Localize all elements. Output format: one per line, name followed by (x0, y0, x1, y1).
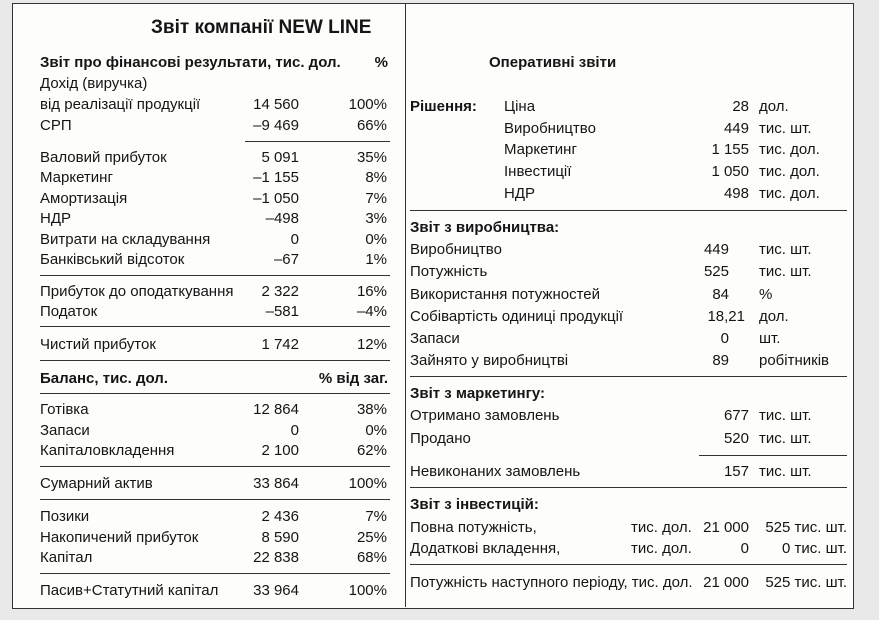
production-row-label: Виробництво (410, 241, 502, 258)
production-row-value: 89 (712, 352, 729, 369)
investment-next-label: Потужність наступного періоду, тис. дол. (410, 574, 693, 591)
fin-row-label: Банківський відсоток (40, 251, 185, 268)
production-header: Звіт з виробництва: (410, 219, 560, 236)
balance-divider-1 (40, 393, 390, 394)
marketing-row-unit: тис. шт. (759, 430, 812, 447)
balance-row-value: 0 (290, 422, 299, 439)
production-row-value: 449 (703, 241, 729, 258)
fin-cogs-value: –9 469 (253, 117, 299, 134)
fin-divider-3 (40, 326, 390, 327)
fin-revenue-pct: 100% (348, 96, 387, 113)
decision-label: Виробництво (504, 120, 596, 137)
decision-unit: тис. дол. (759, 185, 820, 202)
balance-row-pct: 100% (348, 475, 387, 492)
fin-row-label: Маркетинг (40, 169, 113, 186)
balance-row-label: Запаси (40, 422, 90, 439)
investment-row-value2: 525 тис. шт. (765, 519, 847, 536)
fin-row-value: –581 (265, 303, 299, 320)
column-separator (405, 4, 406, 607)
balance-row-value: 22 838 (253, 549, 299, 566)
ops-divider-4 (410, 564, 847, 565)
marketing-sum-divider (699, 455, 847, 456)
fin-row-value: 2 322 (261, 283, 299, 300)
fin-row-pct: 3% (365, 210, 387, 227)
balance-row-pct: 38% (356, 401, 387, 418)
production-row-label: Потужність (410, 263, 488, 280)
decision-label: Інвестиції (504, 163, 572, 180)
fin-row-pct: 16% (356, 283, 387, 300)
balance-row-label: Позики (40, 508, 90, 525)
fin-row-value: –1 155 (253, 169, 299, 186)
marketing-row-value: 157 (723, 463, 749, 480)
balance-row-value: 33 964 (253, 582, 299, 599)
decision-label: Ціна (504, 98, 536, 115)
balance-row-pct: 100% (348, 582, 387, 599)
investment-row-unit: тис. дол. (631, 540, 692, 557)
balance-row-label: Капітал (40, 549, 93, 566)
marketing-row-label: Продано (410, 430, 471, 447)
fin-divider-2 (40, 275, 390, 276)
decision-label: НДР (504, 185, 535, 202)
production-row-unit: тис. шт. (759, 263, 812, 280)
fin-row-value: 1 742 (261, 336, 299, 353)
investment-next-value: 21 000 (703, 574, 749, 591)
balance-row-pct: 62% (356, 442, 387, 459)
production-row-value: 18,21 (707, 308, 745, 325)
ops-divider-3 (410, 487, 847, 488)
production-row-unit: тис. шт. (759, 241, 812, 258)
marketing-row-unit: тис. шт. (759, 463, 812, 480)
production-row-unit: шт. (759, 330, 781, 347)
balance-row-pct: 7% (365, 508, 387, 525)
ops-header: Оперативні звіти (489, 54, 617, 71)
decision-unit: тис. дол. (759, 163, 820, 180)
marketing-row-label: Отримано замовлень (410, 407, 560, 424)
decision-value: 449 (723, 120, 749, 137)
fin-row-pct: 0% (365, 231, 387, 248)
fin-row-label: НДР (40, 210, 71, 227)
fin-row-label: Витрати на складування (40, 231, 211, 248)
decision-unit: тис. шт. (759, 120, 812, 137)
marketing-row-unit: тис. шт. (759, 407, 812, 424)
balance-row-pct: 25% (356, 529, 387, 546)
report-sheet (12, 3, 854, 609)
fin-row-pct: 8% (365, 169, 387, 186)
fin-divider-1 (245, 141, 390, 142)
decision-value: 498 (723, 185, 749, 202)
fin-row-value: –498 (265, 210, 299, 227)
fin-cogs-label: СРП (40, 117, 72, 134)
ops-decisions-label: Рішення: (410, 98, 477, 115)
investment-row-value: 21 000 (703, 519, 749, 536)
balance-row-label: Пасив+Статутний капітал (40, 582, 219, 599)
decision-unit: дол. (759, 98, 789, 115)
decision-label: Маркетинг (504, 141, 577, 158)
marketing-row-value: 520 (723, 430, 749, 447)
fin-row-pct: –4% (356, 303, 387, 320)
production-row-label: Запаси (410, 330, 460, 347)
balance-row-label: Готівка (40, 401, 89, 418)
decision-value: 1 050 (711, 163, 749, 180)
marketing-row-value: 677 (723, 407, 749, 424)
fin-row-pct: 12% (356, 336, 387, 353)
fin-row-value: 5 091 (261, 149, 299, 166)
balance-row-pct: 68% (356, 549, 387, 566)
balance-row-value: 12 864 (253, 401, 299, 418)
investment-header: Звіт з інвестицій: (410, 496, 539, 513)
fin-row-value: –1 050 (253, 190, 299, 207)
investment-row-value: 0 (740, 540, 749, 557)
balance-row-label: Накопичений прибуток (40, 529, 199, 546)
production-row-value: 525 (703, 263, 729, 280)
fin-divider-4 (40, 360, 390, 361)
balance-row-value: 2 436 (261, 508, 299, 525)
fin-row-pct: 1% (365, 251, 387, 268)
investment-row-label: Повна потужність, (410, 519, 537, 536)
production-row-label: Зайнято у виробництві (410, 352, 569, 369)
ops-divider-1 (410, 210, 847, 211)
balance-row-value: 33 864 (253, 475, 299, 492)
production-row-value: 84 (712, 286, 729, 303)
investment-row-value2: 0 тис. шт. (781, 540, 847, 557)
decision-value: 28 (732, 98, 749, 115)
balance-header-pct: % від заг. (318, 370, 388, 387)
balance-row-label: Капіталовкладення (40, 442, 175, 459)
production-row-unit: дол. (759, 308, 789, 325)
fin-row-label: Валовий прибуток (40, 149, 167, 166)
production-row-unit: % (759, 286, 773, 303)
balance-divider-2 (40, 466, 390, 467)
decision-unit: тис. дол. (759, 141, 820, 158)
fin-row-label: Прибуток до оподаткування (40, 283, 234, 300)
balance-row-pct: 0% (365, 422, 387, 439)
fin-row-label: Чистий прибуток (40, 336, 156, 353)
balance-row-value: 8 590 (261, 529, 299, 546)
marketing-row-label: Невиконаних замовлень (410, 463, 581, 480)
balance-divider-3 (40, 499, 390, 500)
fin-cogs-pct: 66% (356, 117, 387, 134)
fin-row-label: Податок (40, 303, 98, 320)
report-title: Звіт компанії NEW LINE (151, 17, 372, 38)
investment-row-label: Додаткові вкладення, (410, 540, 561, 557)
fin-row-label: Амортизація (40, 190, 128, 207)
ops-divider-2 (410, 376, 847, 377)
decision-value: 1 155 (711, 141, 749, 158)
balance-header: Баланс, тис. дол. (40, 370, 168, 387)
fin-revenue-value: 14 560 (253, 96, 299, 113)
fin-header: Звіт про фінансові результати, тис. дол. (40, 54, 341, 71)
production-row-label: Використання потужностей (410, 286, 601, 303)
fin-revenue-label-1: Дохід (виручка) (40, 75, 148, 92)
marketing-header: Звіт з маркетингу: (410, 385, 545, 402)
production-row-label: Собівартість одиниці продукції (410, 308, 624, 325)
balance-row-label: Сумарний актив (40, 475, 153, 492)
fin-revenue-label-2: від реалізації продукції (40, 96, 201, 113)
fin-row-value: –67 (273, 251, 299, 268)
balance-divider-4 (40, 573, 390, 574)
fin-row-pct: 7% (365, 190, 387, 207)
fin-row-value: 0 (290, 231, 299, 248)
production-row-unit: робітників (759, 352, 830, 369)
investment-row-unit: тис. дол. (631, 519, 692, 536)
investment-next-value2: 525 тис. шт. (765, 574, 847, 591)
fin-header-pct: % (374, 54, 388, 71)
balance-row-value: 2 100 (261, 442, 299, 459)
fin-row-pct: 35% (356, 149, 387, 166)
production-row-value: 0 (720, 330, 729, 347)
